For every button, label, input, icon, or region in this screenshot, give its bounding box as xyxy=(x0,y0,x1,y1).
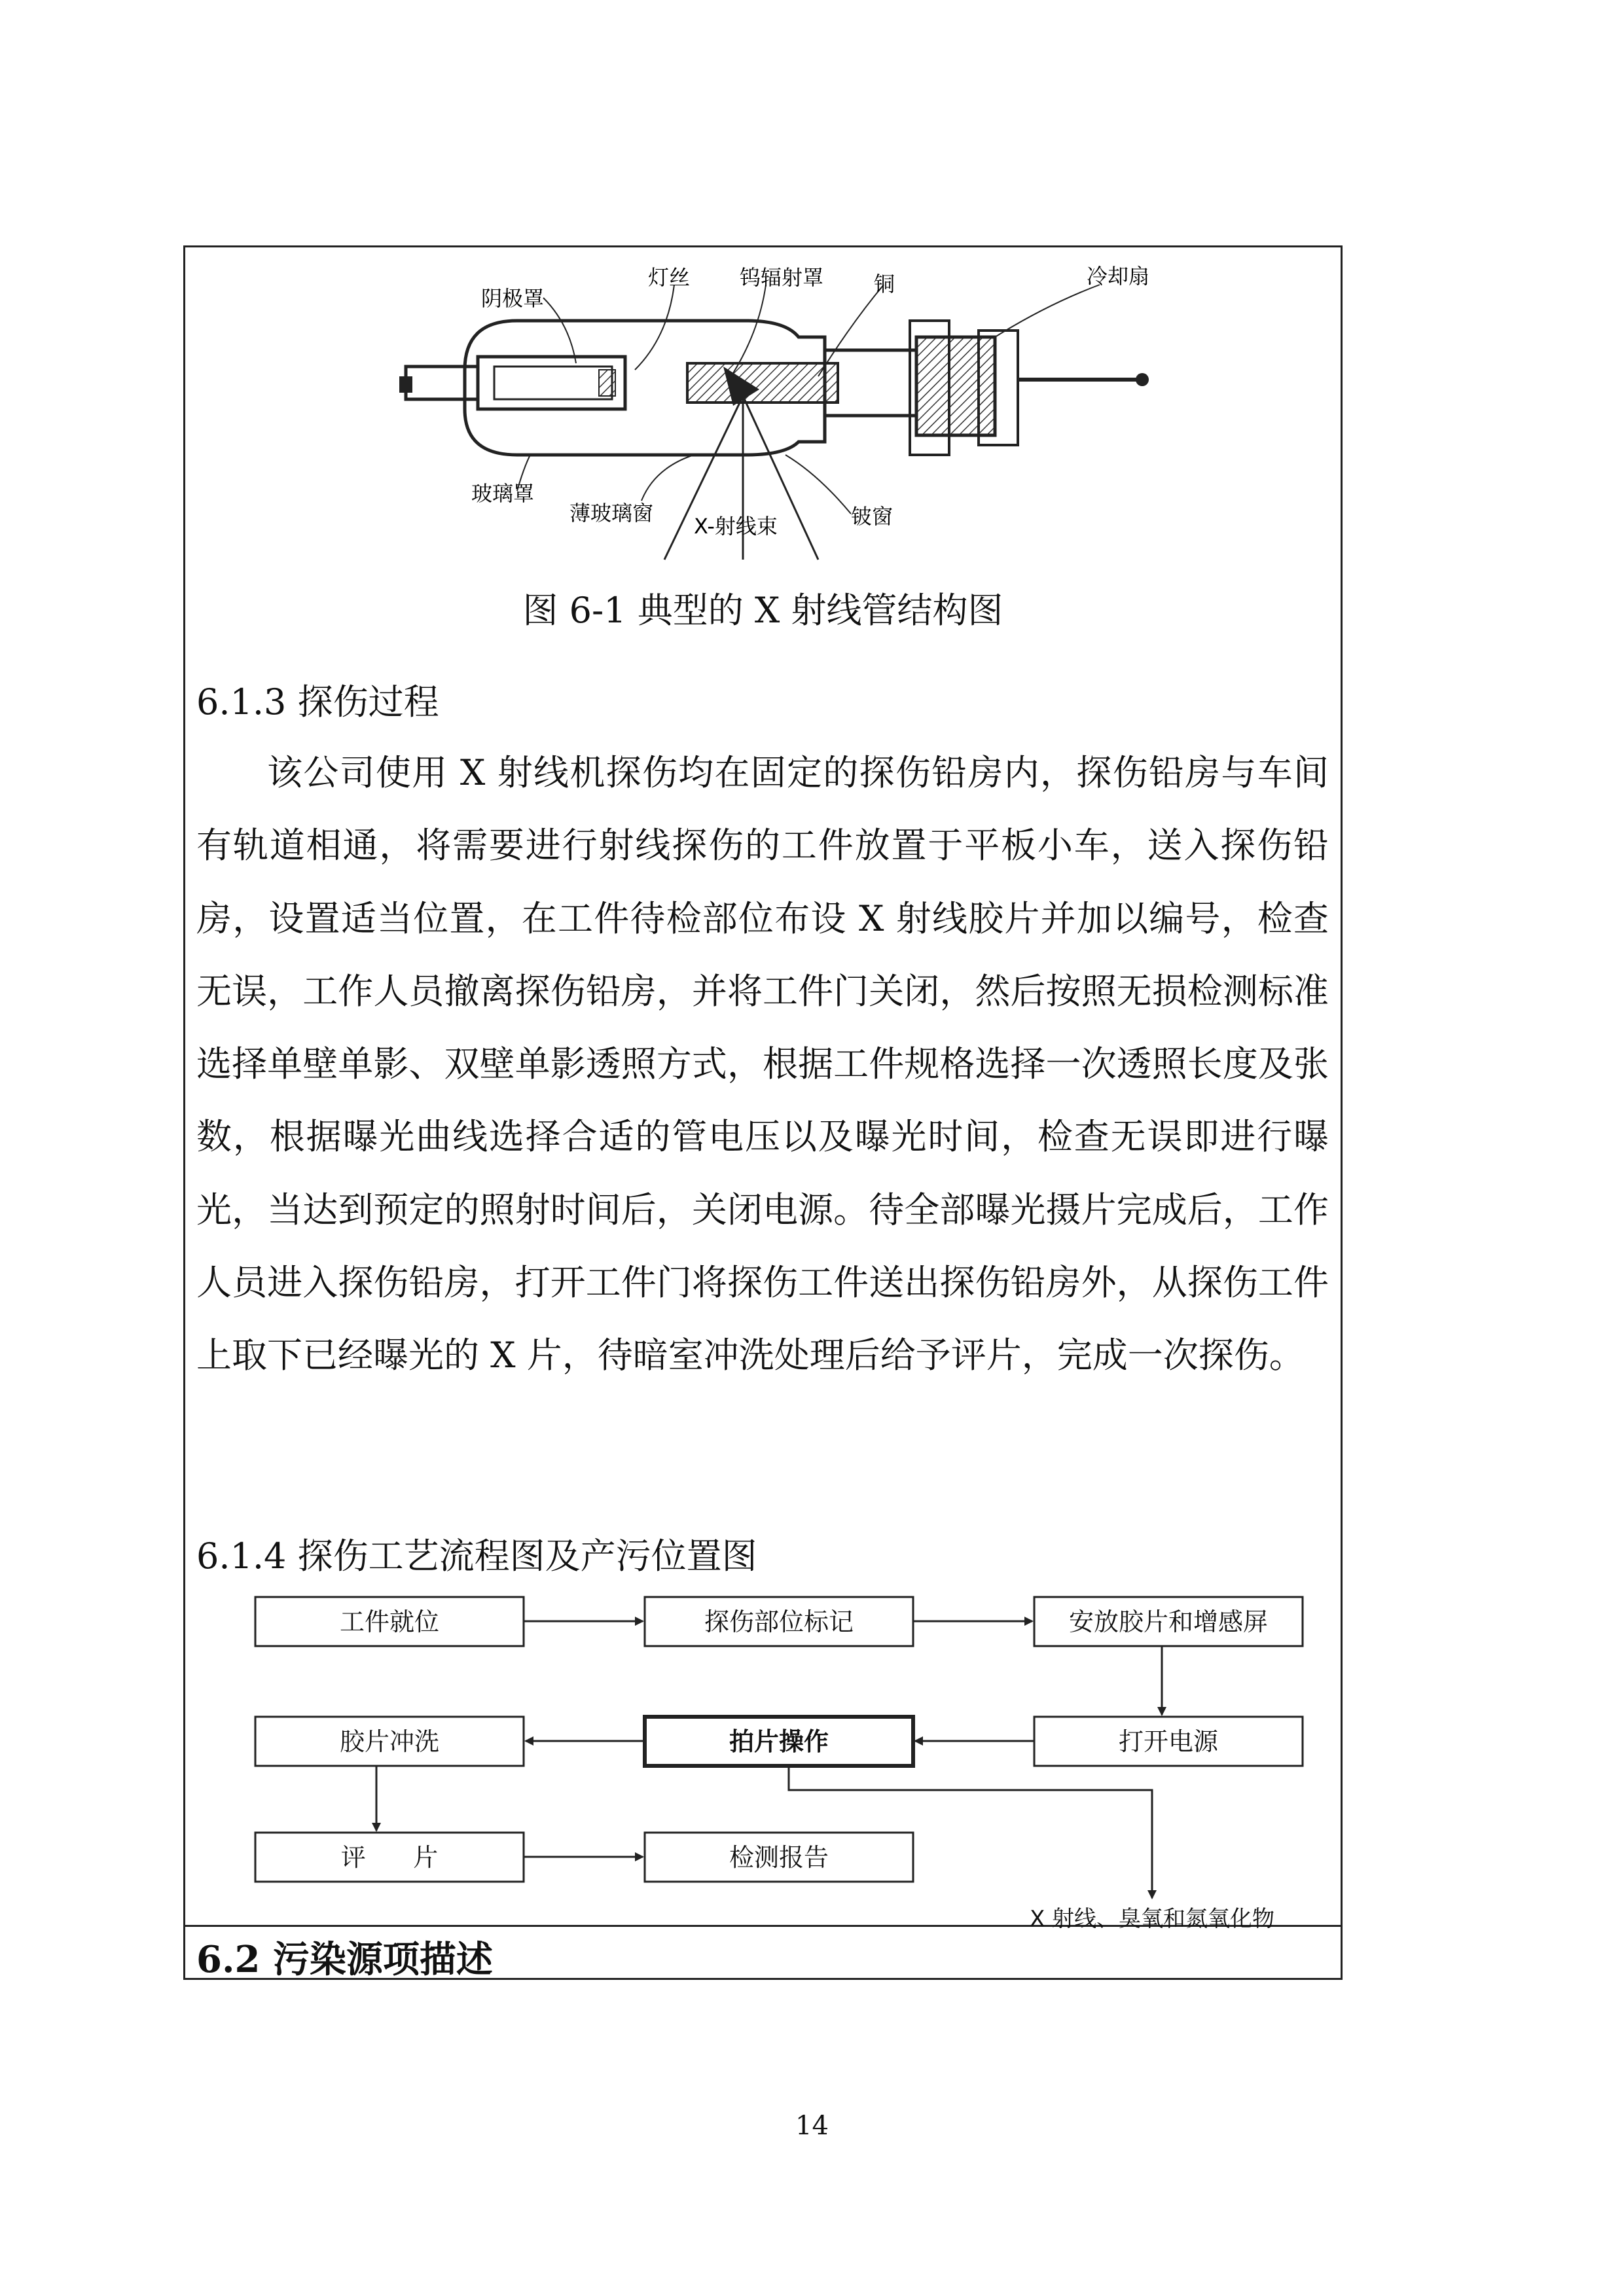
paragraph-text: 该公司使用 X 射线机探伤均在固定的探伤铅房内，探伤铅房与车间有轨道相通，将需要进行射线探伤的工件放置于平板小车，送入探伤铅房，设置适当位置，在工件待检部位布设 X 射线胶片并加以编号，检查无误，工作人员撤离探伤铅房，并将工件门关闭，然后按照无损检测标准选择单壁单影、双壁单影透照方式，根据工件规格选择一次透照长度及张数，根据曝光曲线选择合适的管电压以及曝光时间，检查无误即进行曝光，当达到预定的照射时间后，关闭电源。待全部曝光摄片完成后，工作人员进入探伤铅房，打开工件门将探伤工件送出探伤铅房外，从探伤工件上取下已经曝光的 X 片，待暗室冲洗处理后给予评片，完成一次探伤。 xyxy=(196,752,1329,1376)
process-flowchart xyxy=(236,1568,1309,1931)
label-thin-glass-window: 薄玻璃窗 xyxy=(569,501,654,526)
figure-caption: 图 6-1 典型的 X 射线管结构图 xyxy=(522,590,1003,631)
flow-mark-position: 探伤部位标记 xyxy=(704,1607,854,1636)
flow-film-wash: 胶片冲洗 xyxy=(339,1727,440,1756)
heading-6-1-4: 6.1.4 探伤工艺流程图及产污位置图 xyxy=(196,1535,757,1577)
label-cooling-fin: 冷却扇 xyxy=(1087,264,1150,289)
label-glass-envelope: 玻璃罩 xyxy=(471,481,535,506)
flow-evaluate: 评 片 xyxy=(340,1843,439,1872)
heading-6-2: 6.2 污染源项描述 xyxy=(196,1938,493,1981)
flow-pollutants: X 射线、臭氧和氮氧化物 xyxy=(1029,1906,1275,1931)
label-copper: 铜 xyxy=(874,272,895,296)
label-filament: 灯丝 xyxy=(648,265,691,290)
flow-workpiece-in-place: 工件就位 xyxy=(339,1607,440,1636)
label-tungsten-target: 钨辐射罩 xyxy=(740,265,824,290)
flow-report: 检测报告 xyxy=(729,1843,829,1872)
flow-exposure: 拍片操作 xyxy=(729,1727,829,1756)
label-cathode-cup: 阴极罩 xyxy=(481,286,545,311)
flow-power-on: 打开电源 xyxy=(1118,1727,1219,1756)
body-paragraph xyxy=(196,736,1329,1392)
page-number: 14 xyxy=(795,2111,829,2141)
label-beryllium-window: 铍窗 xyxy=(851,504,893,529)
flow-place-film: 安放胶片和增感屏 xyxy=(1068,1607,1269,1636)
heading-6-1-3: 6.1.3 探伤过程 xyxy=(196,681,439,723)
xray-tube-figure xyxy=(367,259,1191,566)
label-xray-beam: X-射线束 xyxy=(694,514,778,539)
